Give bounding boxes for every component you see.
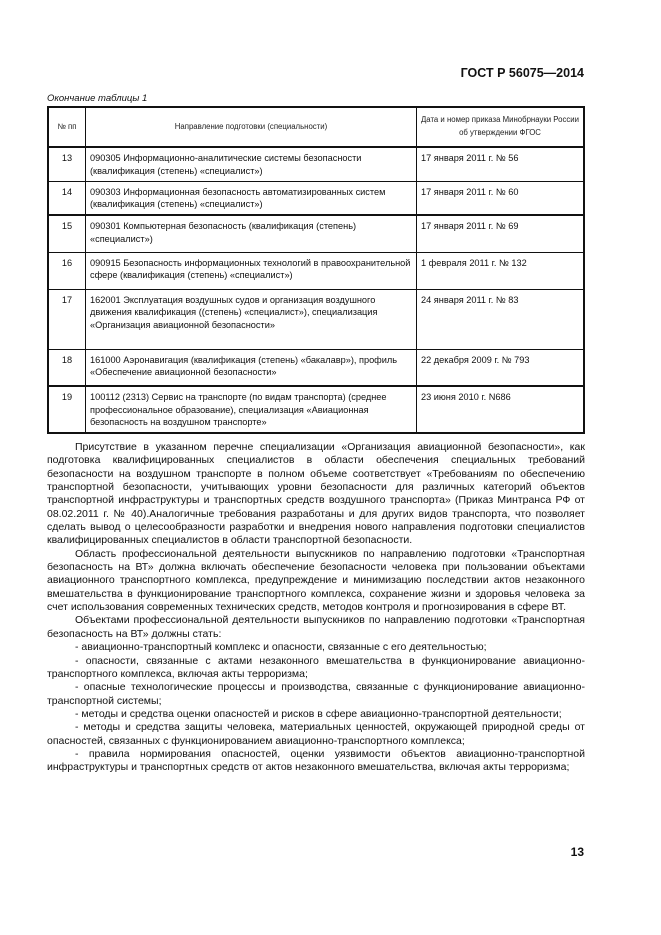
row-number: 17 (48, 289, 86, 349)
row-direction: 090915 Безопасность информационных технологий в правоохранительной сфере (квалификация (степень) «специалист») (86, 252, 417, 289)
paragraph: - методы и средства защиты человека, материальных ценностей, окружающей природной среды от опасностей, связанных с функционированием авиационно-транспортного комплекса; (47, 721, 585, 747)
specialties-table (47, 106, 585, 434)
row-direction: 090305 Информационно-аналитические системы безопасности (квалификация (степень) «специалист») (86, 147, 417, 181)
paragraph: - опасные технологические процессы и производства, связанные с функционирование авиационно-транспортной системы; (47, 681, 585, 707)
paragraph: - методы и средства оценки опасностей и рисков в сфере авиационно-транспортной деятельности; (75, 707, 562, 720)
table-caption: Окончание таблицы 1 (47, 93, 148, 104)
paragraph: - опасности, связанные с актами незаконного вмешательства в функционирование авиационно-транспортного комплекса, включая акты терроризма; (47, 654, 585, 680)
table-row (48, 252, 584, 289)
row-order: 22 декабря 2009 г. № 793 (417, 349, 585, 386)
row-order: 17 января 2011 г. № 60 (417, 181, 585, 215)
row-number: 13 (48, 147, 86, 181)
row-order: 1 февраля 2011 г. № 132 (417, 252, 585, 289)
table-row (48, 181, 584, 215)
row-order: 17 января 2011 г. № 69 (417, 215, 585, 252)
table-row (48, 147, 584, 181)
table-header-row (48, 107, 584, 147)
row-direction: 162001 Эксплуатация воздушных судов и организация воздушного движения квалификация ((степень) «специалист»), специализация «Организация авиационной безопасности» (86, 289, 417, 349)
column-header-number: № пп (48, 107, 86, 147)
row-number: 15 (48, 215, 86, 252)
document-code: ГОСТ Р 56075—2014 (460, 66, 584, 80)
row-order: 24 января 2011 г. № 83 (417, 289, 585, 349)
row-direction: 090301 Компьютерная безопасность (квалификация (степень) «специалист») (86, 215, 417, 252)
page-number: 13 (570, 845, 584, 859)
paragraph: - правила нормирования опасностей, оценки уязвимости объектов авиационно-транспортной инфраструктуры и транспортных средств от актов незаконного вмешательства, включая акты терроризма; (47, 747, 585, 774)
row-direction: 090303 Информационная безопасность автоматизированных систем (квалификация (степень) «специалист») (86, 181, 417, 215)
row-direction: 100112 (2313) Сервис на транспорте (по видам транспорта) (среднее профессиональное образование), специализация «Авиационная безопасность на воздушном транспорте» (86, 386, 417, 433)
table-row (48, 215, 584, 252)
paragraph: Область профессиональной деятельности выпускников по направлению подготовки «Транспортная безопасность на ВТ» должна включать обеспечение безопасности человека при пользовании объектами авиационного транспортного комплекса, предупреждение и минимизацию последствии актов незаконного вмешательства в функционирование транспортного комплекса, сохранение жизни и здоровья человека за счет использования современных технических средств, методов контроля и прогнозирования в сфере ВТ. (47, 547, 585, 614)
row-number: 18 (48, 349, 86, 386)
row-order: 23 июня 2010 г. N686 (417, 386, 585, 433)
row-order: 17 января 2011 г. № 56 (417, 147, 585, 181)
body-text (47, 441, 585, 775)
table-row (48, 349, 584, 386)
paragraph: Объектами профессиональной деятельности выпускников по направлению подготовки «Транспортная безопасность на ВТ» должны стать: (47, 614, 585, 640)
row-direction: 161000 Аэронавигация (квалификация (степень) «бакалавр»), профиль «Обеспечение авиационной безопасности» (86, 349, 417, 386)
row-number: 14 (48, 181, 86, 215)
column-header-order: Дата и номер приказа Минобрнауки России об утверждении ФГОС (417, 107, 585, 147)
column-header-direction: Направление подготовки (специальности) (86, 107, 417, 147)
row-number: 19 (48, 386, 86, 433)
paragraph: - авиационно-транспортный комплекс и опасности, связанные с его деятельностью; (75, 641, 487, 654)
paragraph: Присутствие в указанном перечне специализации «Организация авиационной безопасности», как подготовка квалифицированных специалистов в области обеспечения специальных требований безопасности на воздушном транспорте в полном объеме соответствует «Требованиям по обеспечению транспортной безопасности, учитывающих уровни безопасности для различных категорий объектов транспортной инфраструктуры и транспортных средств воздушного транспорта» (Приказ Минтранса РФ от 08.02.2011 г. № 40).Аналогичные требования разработаны и для других видов транспорта, что позволяет сделать вывод о целесообразности разработки и внедрения нового направления подготовки специалистов квалифицированных специалистов в области транспортной безопасности. (47, 441, 585, 547)
row-number: 16 (48, 252, 86, 289)
table-row (48, 386, 584, 433)
table-row (48, 289, 584, 349)
